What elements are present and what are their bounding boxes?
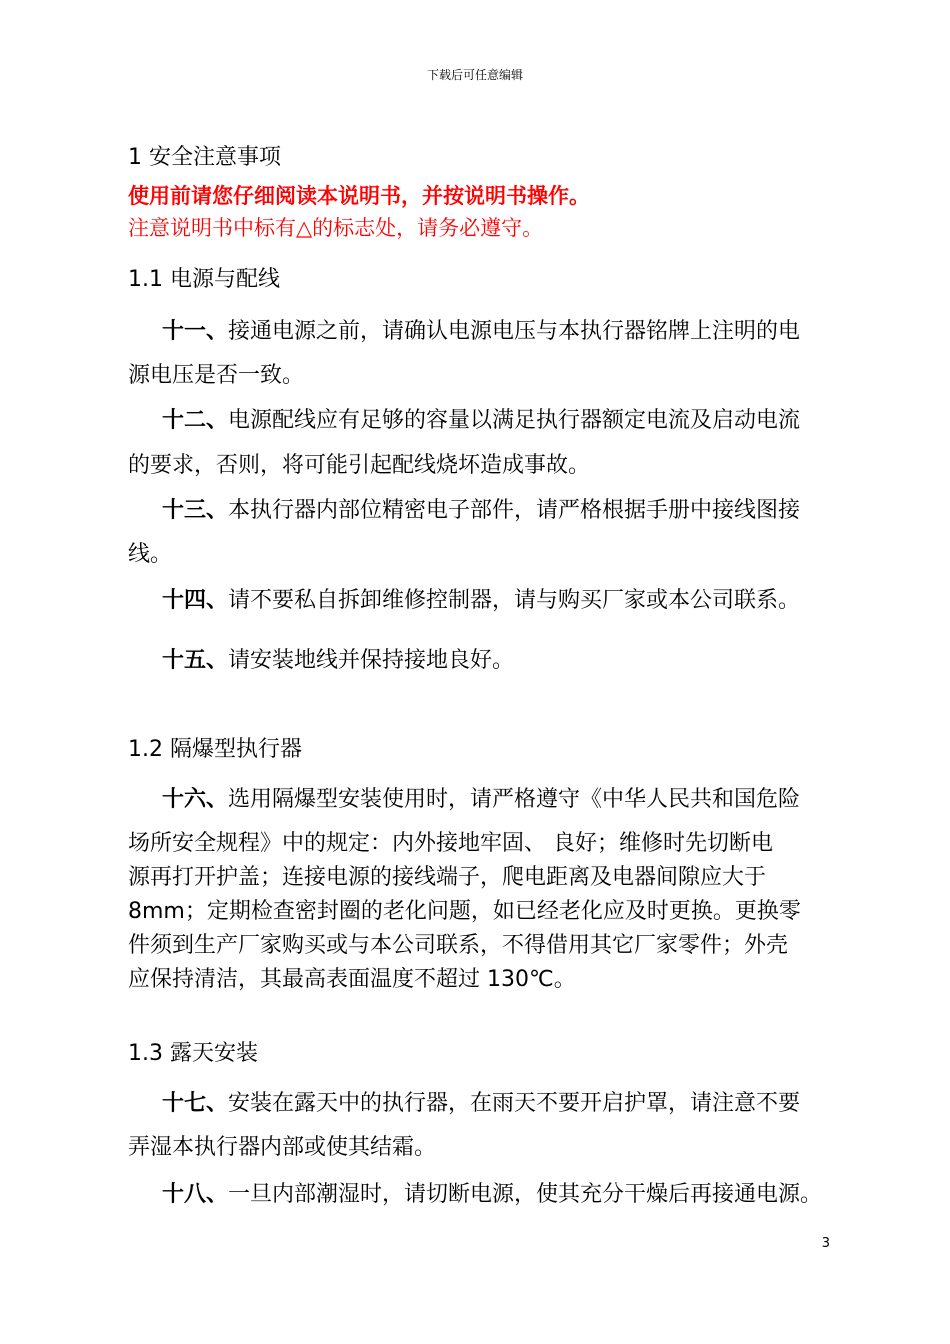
- item-text: 一旦内部潮湿时，请切断电源，使其充分干燥后再接通电源。: [228, 1182, 823, 1207]
- item-number: 十六、: [162, 787, 229, 812]
- page-number: 3: [821, 1236, 830, 1251]
- item-16: [162, 782, 800, 813]
- item-number: 十八、: [162, 1182, 229, 1207]
- item-text: 选用隔爆型安装使用时，请严格遵守《中华人民共和国危险: [228, 787, 801, 812]
- warning-triangle-notice: 注意说明书中标有△的标志处，请务必遵守。: [128, 216, 544, 240]
- item-number: 十三、: [162, 498, 229, 523]
- item-12: [162, 403, 800, 434]
- item-17-continued: 弄湿本执行器内部或使其结霜。: [128, 1135, 437, 1160]
- item-11: [162, 314, 800, 345]
- section-title-power-wiring: 1.1 电源与配线: [128, 267, 280, 292]
- section-title-outdoor-installation: 1.3 露天安装: [128, 1041, 258, 1066]
- page-header: 下载后可任意编辑: [426, 68, 523, 82]
- item-13: [162, 493, 800, 524]
- item-number: 十四、: [162, 588, 229, 613]
- item-number: 十二、: [162, 408, 229, 433]
- item-14: [162, 583, 800, 614]
- item-text: 安装在露天中的执行器，在雨天不要开启护罩，请注意不要: [228, 1091, 801, 1116]
- warning-read-manual: 使用前请您仔细阅读本说明书，并按说明书操作。: [128, 184, 590, 208]
- item-16-line-4: 8mm；定期检查密封圈的老化问题，如已经老化应及时更换。更换零: [128, 899, 801, 924]
- item-18: [162, 1177, 822, 1208]
- item-16-line-6: 应保持清洁，其最高表面温度不超过 130℃。: [128, 967, 576, 992]
- section-title-explosion-proof: 1.2 隔爆型执行器: [128, 737, 302, 762]
- item-13-continued: 线。: [128, 542, 173, 567]
- item-number: 十五、: [162, 648, 229, 673]
- item-15: [162, 643, 514, 674]
- item-text: 本执行器内部位精密电子部件，请严格根据手册中接线图接: [228, 498, 801, 523]
- item-text: 请安装地线并保持接地良好。: [228, 648, 515, 673]
- item-12-continued: 的要求，否则，将可能引起配线烧坏造成事故。: [128, 453, 591, 478]
- item-number: 十七、: [162, 1091, 229, 1116]
- item-16-line-3: 源再打开护盖；连接电源的接线端子，爬电距离及电器间隙应大于: [128, 865, 767, 890]
- item-text: 电源配线应有足够的容量以满足执行器额定电流及启动电流: [228, 408, 801, 433]
- item-11-continued: 源电压是否一致。: [128, 363, 305, 388]
- item-text: 请不要私自拆卸维修控制器，请与购买厂家或本公司联系。: [228, 588, 801, 613]
- item-17: [162, 1086, 800, 1117]
- item-text: 接通电源之前，请确认电源电压与本执行器铭牌上注明的电: [228, 319, 801, 344]
- item-16-line-2: 场所安全规程》中的规定：内外接地牢固、 良好；维修时先切断电: [128, 831, 773, 856]
- item-number: 十一、: [162, 319, 229, 344]
- section-title-safety: 1 安全注意事项: [128, 145, 281, 170]
- item-16-line-5: 件须到生产厂家购买或与本公司联系，不得借用其它厂家零件；外壳: [128, 933, 789, 958]
